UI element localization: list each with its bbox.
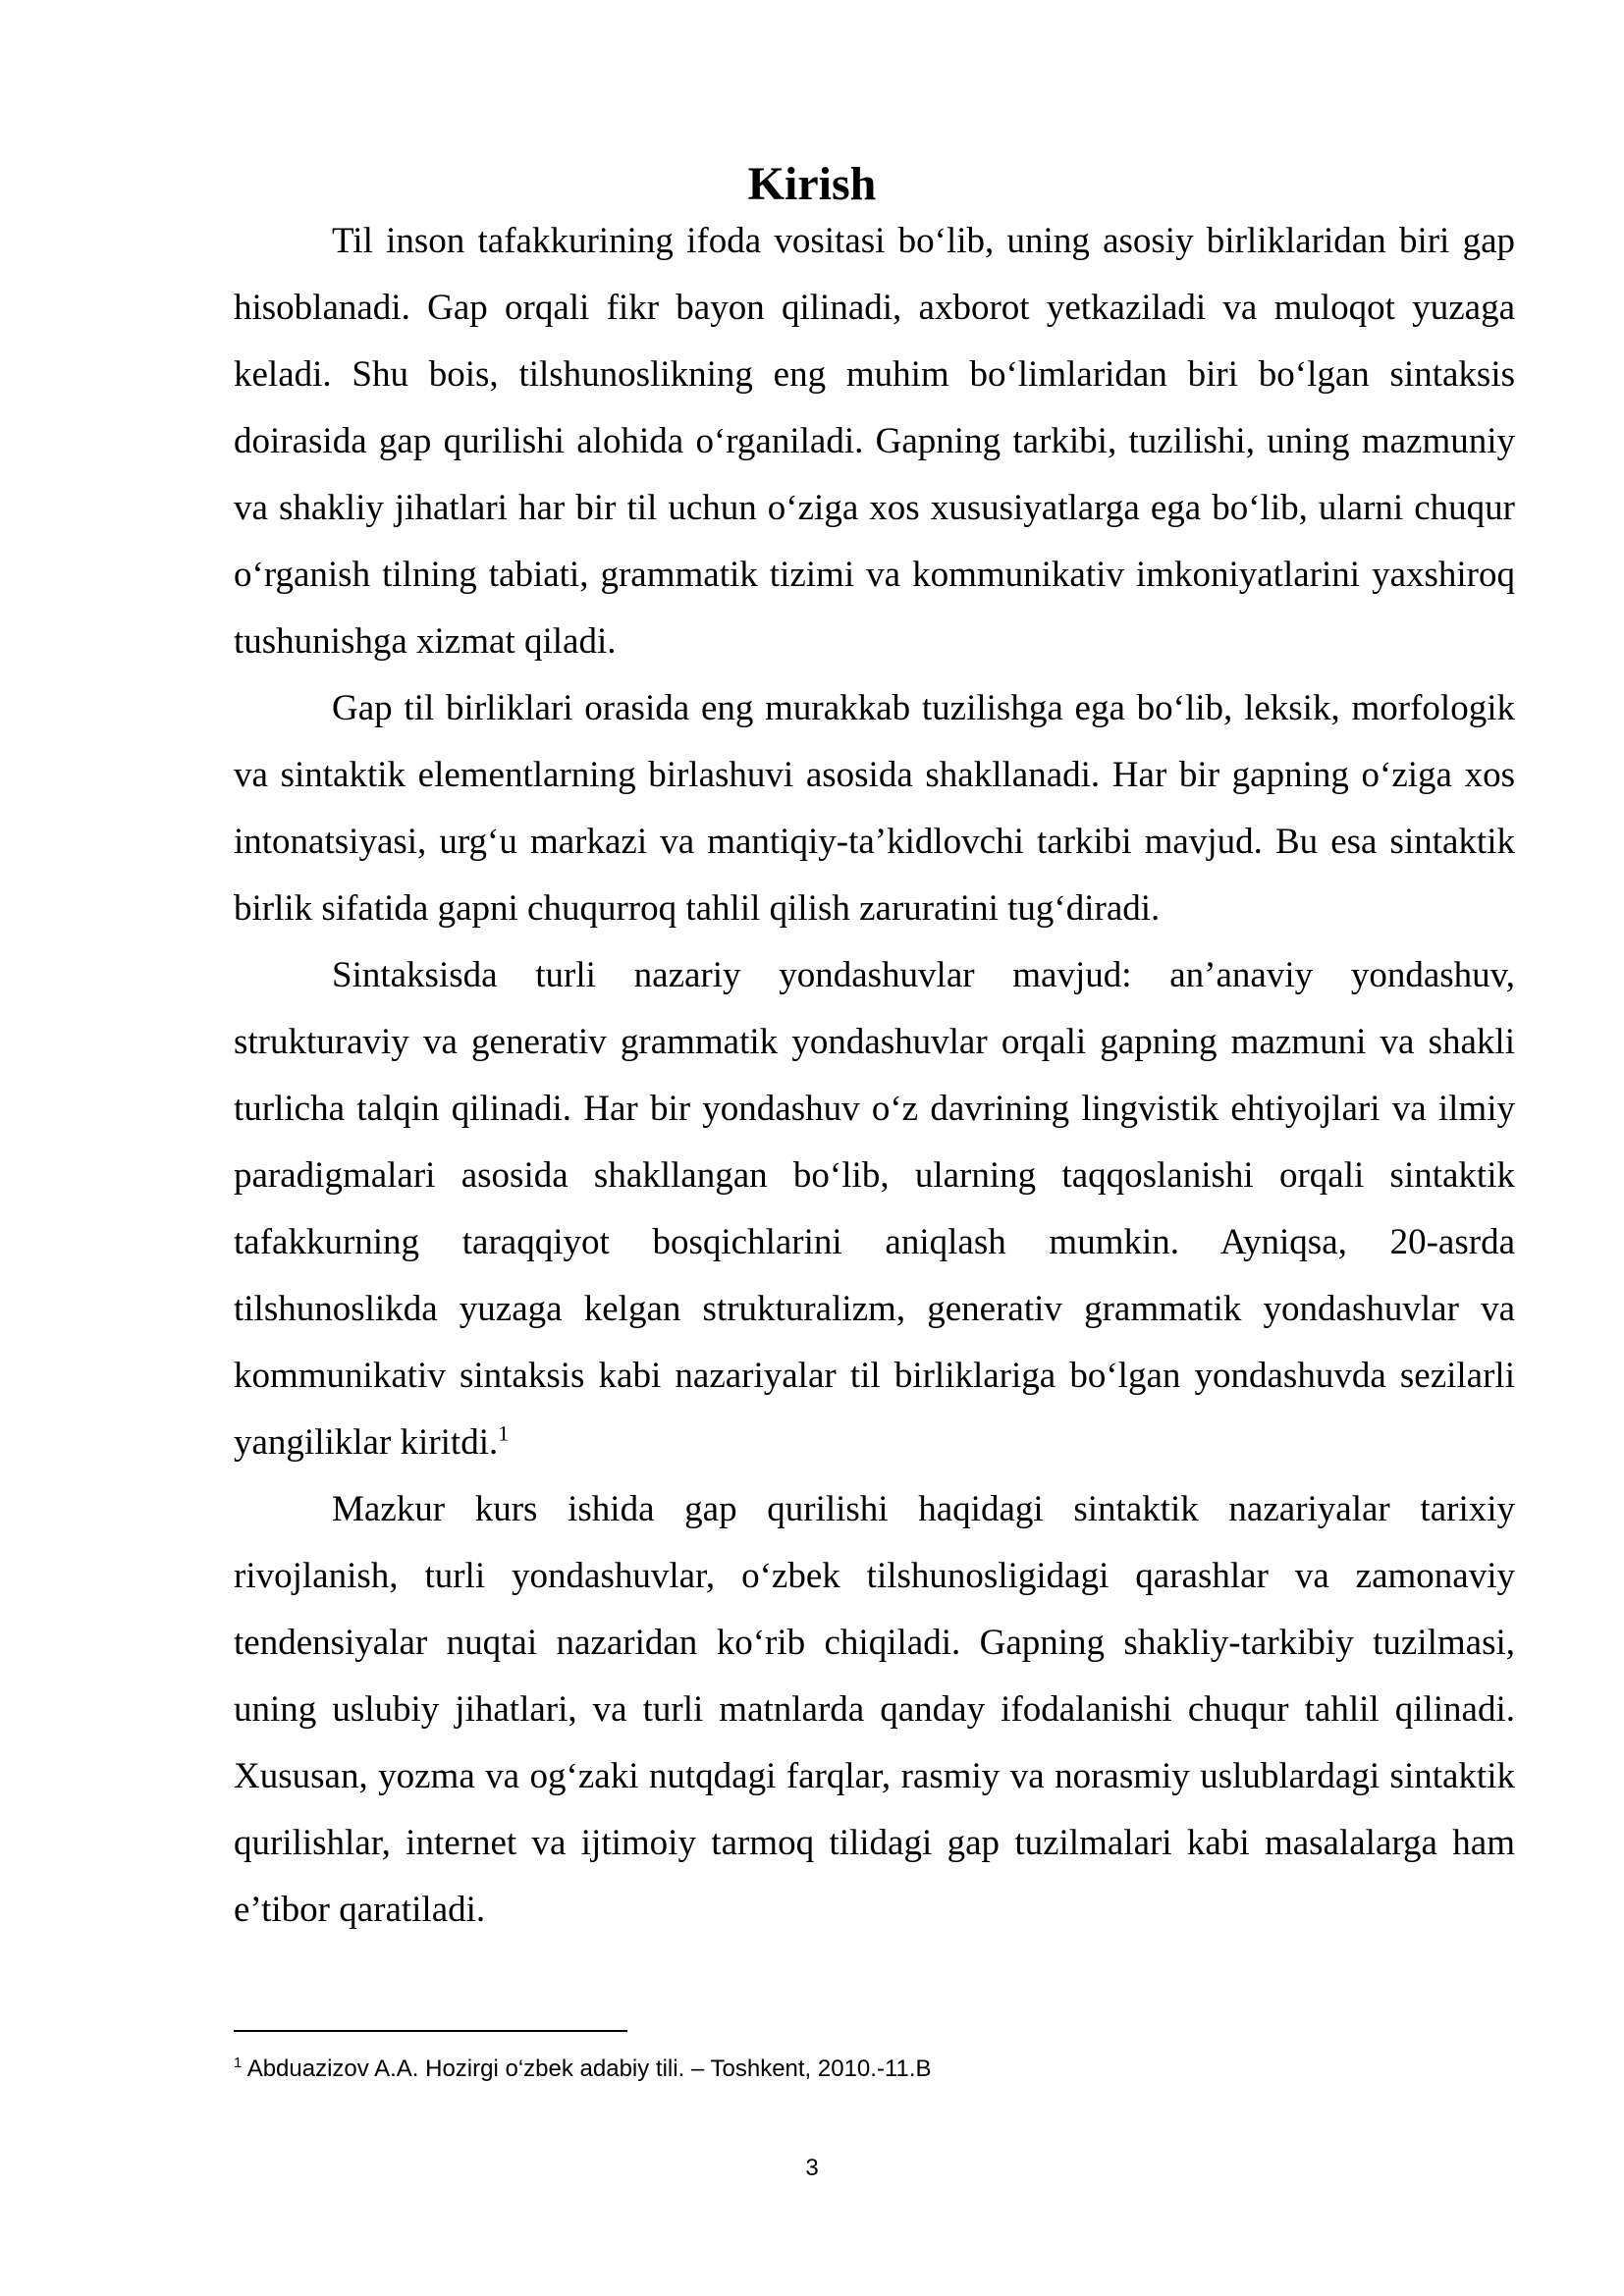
paragraph-4: Mazkur kurs ishida gap qurilishi haqidagi sintaktik nazariyalar tarixiy rivojlanish, turli yondashuvlar, o‘zbek tilshunosligidagi qarashlar va zamonaviy tendensiyalar nuqtai nazaridan ko‘rib chiqiladi. Gapning shakliy-tarkibiy tuzilmasi, uning uslubiy jihatlari, va turli matnlarda qanday ifodalanishi chuqur tahlil qilinadi. Xususan, yozma va og‘zaki nutqdagi farqlar, rasmiy va norasmiy uslublardagi sintaktik qurilishlar, internet va ijtimoiy tarmoq tilidagi gap tuzilmalari kabi masalalarga ham e’tibor qaratiladi. xyxy=(234,1489,1515,1930)
paragraph-3 xyxy=(234,942,1515,1476)
paragraph-1: Til inson tafakkurining ifoda vositasi bo‘lib, uning asosiy birliklaridan biri gap hisoblanadi. Gap orqali fikr bayon qilinadi, axborot yetkaziladi va muloqot yuzaga keladi. Shu bois, tilshunoslikning eng muhim bo‘limlaridan biri bo‘lgan sintaksis doirasida gap qurilishi alohida o‘rganiladi. Gapning tarkibi, tuzilishi, uning mazmuniy va shakliy jihatlari har bir til uchun o‘ziga xos xususiyatlarga ega bo‘lib, ularni chuqur o‘rganish tilning tabiati, grammatik tizimi va kommunikativ imkoniyatlarini yaxshiroq tushunishga xizmat qiladi. xyxy=(234,221,1515,662)
page-number: 3 xyxy=(805,2155,819,2181)
footnote-separator xyxy=(234,2030,627,2032)
footnote xyxy=(234,2054,932,2085)
body-text xyxy=(234,208,1515,1944)
page-title: Kirish xyxy=(747,158,877,210)
footnote-marker: 1 xyxy=(234,2055,243,2071)
paragraph-3-text: Sintaksisda turli nazariy yondashuvlar mavjud: an’anaviy yondashuv, strukturaviy va generativ grammatik yondashuvlar orqali gapning mazmuni va shakli turlicha talqin qilinadi. Har bir yondashuv o‘z davrining lingvistik ehtiyojlari va ilmiy paradigmalari asosida shakllangan bo‘lib, ularning taqqoslanishi orqali sintaktik tafakkurning taraqqiyot bosqichlarini aniqlash mumkin. Ayniqsa, 20-asrda tilshunoslikda yuzaga kelgan strukturalizm, generativ grammatik yondashuvlar va kommunikativ sintaksis kabi nazariyalar til birliklariga bo‘lgan yondashuvda sezilarli yangiliklar kiritdi. xyxy=(234,955,1515,1463)
paragraph-2: Gap til birliklari orasida eng murakkab tuzilishga ega bo‘lib, leksik, morfologik va sintaktik elementlarning birlashuvi asosida shakllanadi. Har bir gapning o‘ziga xos intonatsiyasi, urg‘u markazi va mantiqiy-ta’kidlovchi tarkibi mavjud. Bu esa sintaktik birlik sifatida gapni chuqurroq tahlil qilish zaruratini tug‘diradi. xyxy=(234,688,1515,929)
footnote-text: Abduazizov A.A. Hozirgi o‘zbek adabiy tili. – Toshkent, 2010.-11.B xyxy=(242,2056,932,2082)
footnote-reference[interactable]: 1 xyxy=(498,1420,510,1446)
